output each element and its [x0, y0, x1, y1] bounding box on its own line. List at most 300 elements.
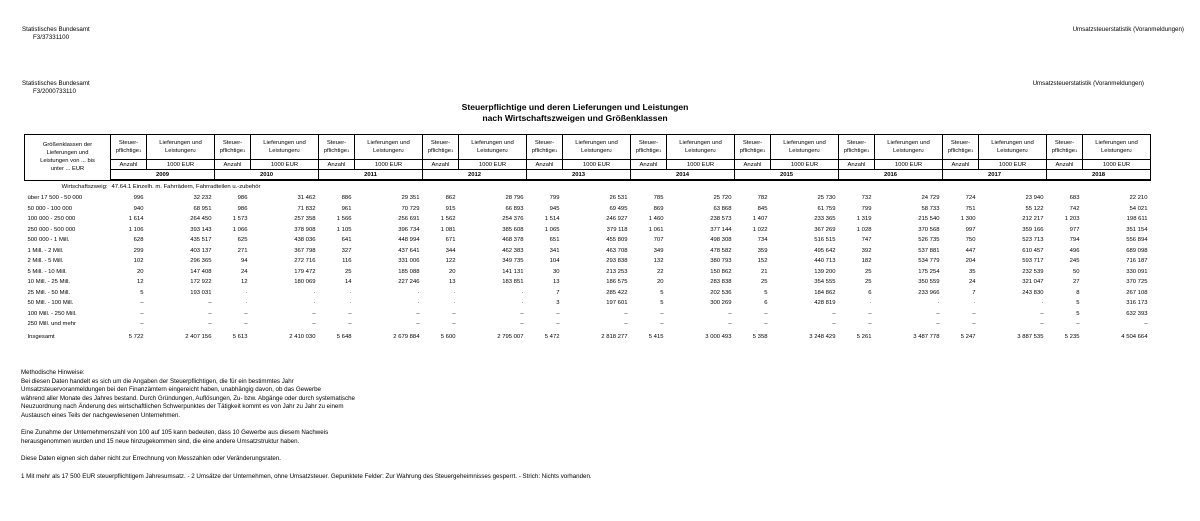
taxpayers-cell: 1 081	[440, 226, 456, 233]
taxpayers-cell: 869	[653, 205, 664, 212]
taxpayers-cell: –	[244, 310, 248, 317]
deliveries-cell: 233 365	[814, 216, 836, 223]
deliveries-cell: 367 798	[294, 247, 316, 254]
unit-thousand-eur: 1000 EUR	[147, 160, 215, 170]
table-row	[25, 267, 1151, 278]
deliveries-cell: 150 862	[710, 268, 732, 275]
deliveries-cell: 3 487 778	[913, 333, 940, 340]
year-header: 2015	[735, 170, 839, 181]
taxpayers-cell: 25	[864, 268, 872, 275]
taxpayers-cell: 751	[965, 205, 976, 212]
taxpayers-cell: ·	[453, 300, 456, 307]
taxpayers-cell: ·	[453, 289, 456, 296]
taxpayers-cell: 7	[556, 289, 560, 296]
deliveries-cell: 377 144	[710, 226, 732, 233]
taxpayers-cell: –	[972, 321, 976, 328]
deliveries-cell: 63 868	[713, 205, 732, 212]
deliveries-cell: 147 408	[190, 268, 212, 275]
deliveries-cell: –	[208, 321, 212, 328]
unit-thousand-eur: 1000 EUR	[563, 160, 631, 170]
deliveries-column-header	[459, 135, 527, 160]
deliveries-cell: 175 254	[918, 268, 940, 275]
table-row	[25, 225, 1151, 236]
deliveries-cell: 428 819	[814, 300, 836, 307]
deliveries-cell: 184 862	[814, 289, 836, 296]
taxpayers-cell: 447	[965, 247, 976, 254]
deliveries-cell: –	[832, 321, 836, 328]
taxpayers-cell: ·	[245, 289, 248, 296]
deliveries-cell: 610 457	[1022, 247, 1044, 254]
deliveries-cell: 179 472	[294, 268, 316, 275]
footnote-marker: 1	[555, 148, 558, 153]
column-header-line: pflichtige	[323, 148, 347, 154]
notes-line: Austausch eines Teils der nachgewiesenen Unternehmen.	[21, 411, 181, 419]
table-row	[25, 319, 1151, 330]
publisher-name: Statistisches Bundesamt	[22, 26, 90, 33]
taxpayers-cell: 1 407	[752, 216, 768, 223]
footnote-marker: 2	[193, 148, 197, 153]
taxpayers-column-header	[839, 135, 875, 160]
deliveries-cell: 139 200	[814, 268, 836, 275]
year-header: 2010	[215, 170, 319, 181]
taxpayers-cell: 997	[965, 226, 976, 233]
column-header-line: Lieferungen und	[263, 140, 306, 146]
taxpayers-cell: 5	[1076, 310, 1080, 317]
taxpayers-cell: 341	[549, 247, 560, 254]
taxpayers-cell: 6	[764, 300, 768, 307]
taxpayers-cell: 392	[861, 247, 872, 254]
deliveries-cell: 31 462	[297, 195, 316, 202]
deliveries-cell: 213 253	[606, 268, 628, 275]
year-header: 2014	[631, 170, 735, 181]
taxpayers-cell: 707	[653, 237, 664, 244]
taxpayers-cell: 977	[1069, 226, 1080, 233]
deliveries-cell: 351 154	[1126, 226, 1148, 233]
top-header-left	[22, 26, 90, 42]
deliveries-cell: –	[416, 310, 420, 317]
deliveries-cell: ·	[313, 289, 316, 296]
deliveries-cell: 283 838	[710, 279, 732, 286]
deliveries-cell: –	[312, 321, 316, 328]
column-header-line: Leistungen	[164, 148, 194, 154]
taxpayers-cell: 344	[445, 247, 456, 254]
deliveries-cell: –	[728, 310, 732, 317]
taxpayers-cell: 1 460	[648, 216, 664, 223]
taxpayers-cell: 886	[341, 195, 352, 202]
taxpayers-cell: 742	[1069, 205, 1080, 212]
notes-line: während aller Monate des Jahres bestand. Durch Gründungen, Auflösungen, Zu- bzw. Abgänge oder durch systematische	[21, 394, 355, 402]
notes-line: Umsatzsteuervoranmeldungen bei den Finanzämtern eingereicht haben, unabhängig davon, ob das Gewerbe	[21, 386, 321, 393]
taxpayers-cell: –	[452, 321, 456, 328]
deliveries-cell: 193 031	[190, 289, 212, 296]
taxpayers-cell: 30	[552, 268, 560, 275]
taxpayers-cell: 13	[448, 279, 456, 286]
taxpayers-cell: ·	[349, 300, 352, 307]
size-class-label: 10 Mill. - 25 Mill.	[27, 279, 71, 286]
column-header-line: Lieferungen und	[159, 140, 202, 146]
deliveries-cell: 2 818 277	[601, 333, 628, 340]
taxpayers-cell: 7	[972, 289, 976, 296]
footnote-marker: 1	[971, 148, 974, 153]
column-header-line: Leistungen	[268, 148, 298, 154]
deliveries-cell: 186 575	[606, 279, 628, 286]
column-header-line: Steuer-	[638, 140, 659, 146]
unit-count: Anzahl	[631, 160, 667, 170]
deliveries-cell: 232 539	[1022, 268, 1044, 275]
deliveries-cell: 243 830	[1022, 289, 1044, 296]
year-header: 2011	[319, 170, 423, 181]
table-row	[25, 204, 1151, 215]
size-class-header-line: Größenklassen der	[42, 142, 93, 149]
table-row	[25, 214, 1151, 225]
deliveries-cell: 2 795 007	[497, 333, 524, 340]
deliveries-cell: –	[312, 310, 316, 317]
column-header-line: Leistungen	[996, 148, 1026, 154]
taxpayers-cell: 6	[868, 289, 872, 296]
deliveries-cell: 70 729	[401, 205, 420, 212]
taxpayers-column-header	[527, 135, 563, 160]
taxpayers-cell: 12	[136, 279, 144, 286]
deliveries-cell: 3 248 429	[809, 333, 836, 340]
deliveries-cell: 316 173	[1126, 300, 1148, 307]
deliveries-cell: –	[936, 310, 940, 317]
notes-line: Diese Daten eignen sich daher nicht zur Errechnung von Messzahlen oder Veränderungsraten.	[21, 455, 282, 462]
deliveries-cell: 437 641	[398, 247, 420, 254]
deliveries-cell: ·	[1041, 300, 1044, 307]
deliveries-cell: 25 730	[817, 195, 836, 202]
deliveries-cell: 54 021	[1129, 205, 1148, 212]
taxpayers-cell: 25	[344, 268, 352, 275]
deliveries-cell: 462 383	[502, 247, 524, 254]
deliveries-column-header	[563, 135, 631, 160]
notes-heading: Methodische Hinweise:	[21, 369, 85, 376]
column-header-line: Lieferungen und	[887, 140, 930, 146]
column-header-line: Leistungen	[476, 148, 506, 154]
taxpayers-cell: ·	[973, 300, 976, 307]
taxpayers-cell: 271	[237, 247, 248, 254]
deliveries-cell: 468 378	[502, 237, 524, 244]
deliveries-cell: 185 088	[398, 268, 420, 275]
deliveries-cell: ·	[521, 289, 524, 296]
deliveries-cell: 2 679 884	[393, 333, 420, 340]
deliveries-cell: –	[624, 310, 628, 317]
column-header-line: Leistungen	[684, 148, 714, 154]
deliveries-cell: 29 351	[401, 195, 420, 202]
size-class-label: 500 000 - 1 Mill.	[27, 237, 70, 244]
taxpayers-cell: 625	[237, 237, 248, 244]
notes-line: Neuzuordnung nach Änderung des wirtschaftlichen Schwerpunktes der Tätigkeit kommt es von Jahr zu Jahr zu einem	[21, 403, 344, 410]
taxpayers-cell: 5 247	[960, 333, 976, 340]
column-header-line: pflichtige	[739, 148, 763, 154]
taxpayers-cell: 20	[656, 279, 664, 286]
footnote-marker: 1	[451, 148, 454, 153]
column-header-line: Steuer-	[326, 140, 347, 146]
unit-count: Anzahl	[319, 160, 355, 170]
table-row	[25, 246, 1151, 257]
column-header-line: Steuer-	[846, 140, 867, 146]
deliveries-cell: 23 940	[1025, 195, 1044, 202]
deliveries-column-header	[771, 135, 839, 160]
industry-name: 47.64.1 Einzelh. m. Fahrrädern, Fahrradteilen u.-zubehör	[111, 184, 261, 190]
taxpayers-cell: 996	[133, 195, 144, 202]
inner-header-right: Umsatzsteuerstatistik (Voranmeldungen)	[1032, 80, 1144, 87]
deliveries-cell: 378 908	[294, 226, 316, 233]
taxpayers-cell: 102	[133, 258, 144, 265]
size-class-label: über 17 500 - 50 000	[27, 195, 83, 202]
deliveries-cell: 330 091	[1126, 268, 1148, 275]
column-header-line: Steuer-	[950, 140, 971, 146]
taxpayers-cell: –	[660, 310, 664, 317]
inner-document-code: F3/2000733110	[33, 88, 76, 95]
deliveries-cell: 66 893	[505, 205, 524, 212]
notes-line: herausgenommen wurden und 15 neue hinzugekommen sind, die eine andere Umsatzstruktur haben.	[21, 437, 300, 445]
unit-thousand-eur: 1000 EUR	[979, 160, 1047, 170]
deliveries-cell: 233 966	[918, 289, 940, 296]
deliveries-cell: 285 422	[606, 289, 628, 296]
taxpayers-cell: 5	[764, 289, 768, 296]
taxpayers-cell: 794	[1069, 237, 1080, 244]
column-header-line: pflichtige	[947, 148, 971, 154]
taxpayers-cell: 5	[660, 289, 664, 296]
notes-line: Bei diesen Daten handelt es sich um die Angaben der Steuerpflichtigen, die für ein bestimmtes Jahr	[21, 377, 294, 385]
deliveries-cell: 227 246	[398, 279, 420, 286]
deliveries-cell: 183 851	[502, 279, 524, 286]
taxpayers-cell: 1 573	[232, 216, 248, 223]
deliveries-column-header	[875, 135, 943, 160]
deliveries-cell: 534 779	[918, 258, 940, 265]
deliveries-cell: 3 000 493	[705, 333, 732, 340]
taxpayers-column-header	[943, 135, 979, 160]
methodological-notes	[21, 369, 592, 481]
column-header-line: Lieferungen und	[575, 140, 618, 146]
deliveries-cell: –	[936, 321, 940, 328]
taxpayers-cell: 1 106	[128, 226, 144, 233]
unit-count: Anzahl	[943, 160, 979, 170]
taxpayers-cell: 1 066	[232, 226, 248, 233]
deliveries-column-header	[251, 135, 319, 160]
taxpayers-cell: 299	[133, 247, 144, 254]
taxpayers-column-header	[1047, 135, 1083, 160]
size-class-label: 50 Mill. - 100 Mill.	[27, 300, 74, 307]
column-header-line: Steuer-	[222, 140, 243, 146]
taxpayers-column-header	[631, 135, 667, 160]
size-class-label: 1 Mill. - 2 Mill.	[27, 247, 64, 254]
deliveries-cell: 463 708	[606, 247, 628, 254]
deliveries-cell: 22 210	[1129, 195, 1148, 202]
deliveries-cell: 61 759	[817, 205, 836, 212]
taxpayers-cell: 1 566	[336, 216, 352, 223]
taxpayers-cell: 204	[965, 258, 976, 265]
footnote: 1 Mit mehr als 17 500 EUR steuerpflichtigem Jahresumsatz. - 2 Umsätze der Unternehmen, ohne Umsatzsteuer. Gepunktete Felder: Zur Wahrung des Steuergeheimnisses gesperrt. - Strich: Nichts vorhanden.	[21, 472, 592, 480]
taxpayers-cell: 12	[240, 279, 248, 286]
deliveries-cell: ·	[313, 300, 316, 307]
deliveries-cell: –	[208, 300, 212, 307]
deliveries-cell: 24 729	[921, 195, 940, 202]
taxpayers-cell: 1 614	[128, 216, 144, 223]
taxpayers-cell: 5 235	[1064, 333, 1080, 340]
column-header-line: Leistungen	[372, 148, 402, 154]
size-class-label: 25 Mill. - 50 Mill.	[27, 289, 71, 296]
taxpayers-cell: 799	[549, 195, 560, 202]
taxpayers-cell: 27	[1072, 279, 1080, 286]
unit-thousand-eur: 1000 EUR	[251, 160, 319, 170]
taxpayers-cell: –	[972, 310, 976, 317]
inner-header-left	[22, 80, 90, 96]
taxpayers-cell: 104	[549, 258, 560, 265]
unit-count: Anzahl	[839, 160, 875, 170]
column-header-line: Steuer-	[430, 140, 451, 146]
taxpayers-cell: 94	[240, 258, 248, 265]
deliveries-cell: 238 573	[710, 216, 732, 223]
deliveries-cell: 632 393	[1126, 310, 1148, 317]
size-class-label: Insgesamt	[27, 333, 55, 340]
deliveries-cell: ·	[417, 300, 420, 307]
taxpayers-cell: 628	[133, 237, 144, 244]
column-header-line: Leistungen	[580, 148, 610, 154]
year-header: 2016	[839, 170, 943, 181]
column-header-line: Leistungen	[892, 148, 922, 154]
taxpayers-cell: 349	[653, 247, 664, 254]
deliveries-cell: 172 922	[190, 279, 212, 286]
taxpayers-cell: 1 319	[856, 216, 872, 223]
column-header-line: Steuer-	[1054, 140, 1075, 146]
unit-count: Anzahl	[215, 160, 251, 170]
deliveries-cell: 180 069	[294, 279, 316, 286]
size-class-header	[25, 135, 111, 181]
taxpayers-cell: 22	[656, 268, 664, 275]
taxpayers-cell: 245	[1069, 258, 1080, 265]
column-header-line: Lieferungen und	[991, 140, 1034, 146]
taxpayers-cell: –	[556, 310, 560, 317]
footnote-marker: 2	[297, 148, 301, 153]
taxpayers-cell: 152	[757, 258, 768, 265]
taxpayers-cell: –	[660, 321, 664, 328]
taxpayers-cell: 915	[445, 205, 456, 212]
taxpayers-cell: –	[868, 310, 872, 317]
deliveries-cell: –	[520, 310, 524, 317]
footnote-marker: 1	[139, 148, 142, 153]
taxpayers-cell: 641	[341, 237, 352, 244]
unit-count: Anzahl	[527, 160, 563, 170]
deliveries-cell: 32 232	[193, 195, 212, 202]
taxpayers-column-header	[215, 135, 251, 160]
column-header-line: Steuer-	[742, 140, 763, 146]
deliveries-cell: 403 137	[190, 247, 212, 254]
column-header-line: Lieferungen und	[367, 140, 410, 146]
taxpayers-cell: 732	[861, 195, 872, 202]
column-header-line: pflichtige	[635, 148, 659, 154]
deliveries-cell: 359 166	[1022, 226, 1044, 233]
taxpayers-cell: 5 648	[336, 333, 352, 340]
deliveries-cell: –	[1040, 321, 1044, 328]
taxpayers-cell: –	[764, 321, 768, 328]
taxpayers-cell: 1 300	[960, 216, 976, 223]
deliveries-column-header	[667, 135, 735, 160]
deliveries-cell: ·	[417, 289, 420, 296]
deliveries-cell: –	[832, 310, 836, 317]
title-line-1: Steuerpflichtige und deren Lieferungen und Leistungen	[461, 102, 689, 112]
footnote-marker: 2	[609, 148, 613, 153]
taxpayers-cell: 862	[445, 195, 456, 202]
taxpayers-cell: 35	[968, 268, 976, 275]
taxpayers-cell: 1 028	[856, 226, 872, 233]
taxpayers-cell: –	[348, 310, 352, 317]
deliveries-cell: 300 269	[710, 300, 732, 307]
taxpayers-cell: 940	[133, 205, 144, 212]
column-header-line: Steuer-	[534, 140, 555, 146]
taxpayers-cell: –	[1076, 321, 1080, 328]
year-header: 2013	[527, 170, 631, 181]
deliveries-cell: 448 994	[398, 237, 420, 244]
deliveries-cell: 556 894	[1126, 237, 1148, 244]
deliveries-cell: 396 734	[398, 226, 420, 233]
taxpayers-cell: –	[452, 310, 456, 317]
taxpayers-cell: 24	[968, 279, 976, 286]
taxpayers-cell: –	[140, 321, 144, 328]
taxpayers-column-header	[423, 135, 459, 160]
deliveries-cell: 58 733	[921, 205, 940, 212]
taxpayers-cell: 945	[549, 205, 560, 212]
column-header-line: pflichtige	[115, 148, 139, 154]
deliveries-cell: 267 108	[1126, 289, 1148, 296]
taxpayers-cell: 5	[660, 300, 664, 307]
deliveries-cell: 495 642	[814, 247, 836, 254]
taxpayers-cell: 5	[140, 289, 144, 296]
unit-count: Anzahl	[1047, 160, 1083, 170]
table-row	[25, 235, 1151, 246]
table-row	[25, 277, 1151, 288]
deliveries-cell: 26 531	[609, 195, 628, 202]
taxpayers-cell: 986	[237, 195, 248, 202]
unit-thousand-eur: 1000 EUR	[1083, 160, 1151, 170]
deliveries-cell: 526 735	[918, 237, 940, 244]
deliveries-cell: 212 217	[1022, 216, 1044, 223]
column-header-line: Lieferungen und	[783, 140, 826, 146]
footnote-marker: 2	[505, 148, 509, 153]
taxpayers-cell: 750	[965, 237, 976, 244]
taxpayers-cell: 25	[864, 279, 872, 286]
statistics-table	[24, 134, 1151, 344]
taxpayers-cell: 799	[861, 205, 872, 212]
deliveries-cell: –	[728, 321, 732, 328]
deliveries-cell: 354 555	[814, 279, 836, 286]
deliveries-cell: 254 376	[502, 216, 524, 223]
taxpayers-cell: 5	[1076, 300, 1080, 307]
deliveries-cell: 385 608	[502, 226, 524, 233]
deliveries-cell: 350 559	[918, 279, 940, 286]
footnote-marker: 2	[713, 148, 717, 153]
taxpayers-cell: 5 722	[128, 333, 144, 340]
taxpayers-cell: 845	[757, 205, 768, 212]
taxpayers-cell: –	[764, 310, 768, 317]
taxpayers-column-header	[319, 135, 355, 160]
deliveries-cell: –	[624, 321, 628, 328]
deliveries-cell: 516 515	[814, 237, 836, 244]
title-line-2: nach Wirtschaftszweigen und Größenklassen	[482, 113, 668, 123]
taxpayers-cell: 24	[240, 268, 248, 275]
taxpayers-cell: 20	[448, 268, 456, 275]
deliveries-cell: 716 187	[1126, 258, 1148, 265]
deliveries-cell: 272 716	[294, 258, 316, 265]
unit-thousand-eur: 1000 EUR	[459, 160, 527, 170]
deliveries-cell: 68 951	[193, 205, 212, 212]
deliveries-cell: 367 269	[814, 226, 836, 233]
size-class-label: 100 Mill. - 250 Mill.	[27, 310, 77, 317]
taxpayers-cell: 747	[861, 237, 872, 244]
taxpayers-cell: 496	[1069, 247, 1080, 254]
deliveries-cell: ·	[521, 300, 524, 307]
unit-thousand-eur: 1000 EUR	[771, 160, 839, 170]
